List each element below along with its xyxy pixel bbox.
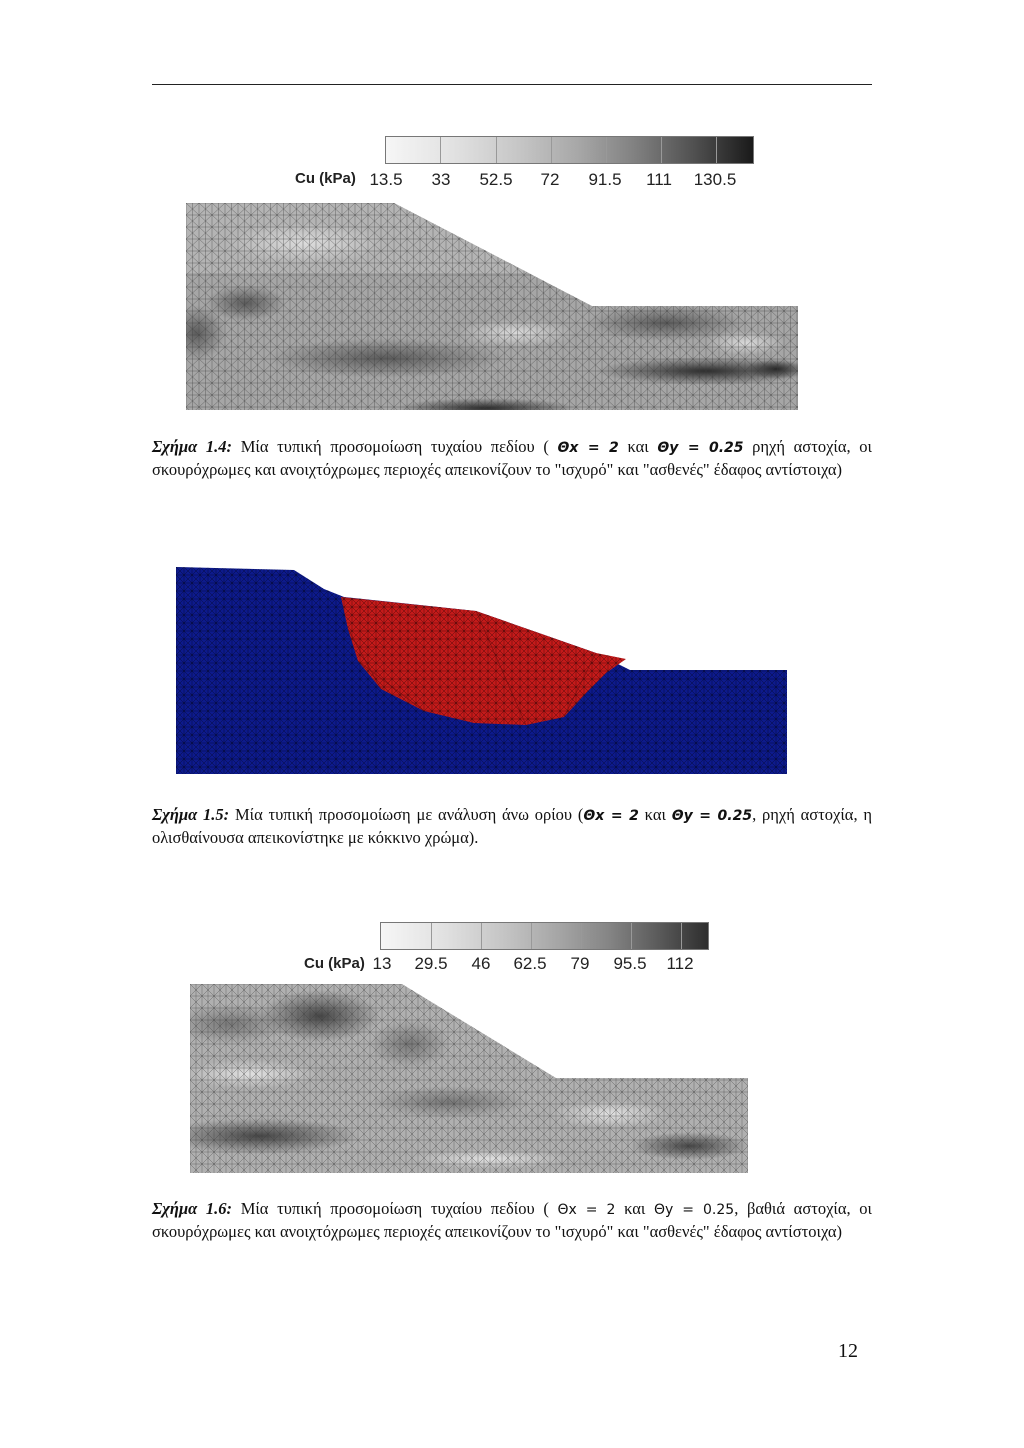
colorbar-1-tick: 130.5 xyxy=(693,170,737,189)
figure-1-caption xyxy=(152,436,872,480)
theta-x-expression: Θx = 2 xyxy=(557,1202,616,1218)
colorbar-1-tick: 72 xyxy=(540,170,560,189)
caption-text: και xyxy=(618,437,658,456)
colorbar-1-tick: 52.5 xyxy=(479,170,513,189)
colorbar-1 xyxy=(385,136,754,164)
colorbar-1-tick: 13.5 xyxy=(369,170,403,189)
colorbar-2-label: Cu (kPa) xyxy=(304,955,365,972)
colorbar-1-tick: 33 xyxy=(431,170,451,189)
colorbar-2-tick: 29.5 xyxy=(414,954,448,973)
colorbar-2-tick: 95.5 xyxy=(613,954,647,973)
caption-text: , ρηχή αστοχία, η ολισθαίνουσα απεικονίστηκε με κόκκινο χρώμα). xyxy=(152,805,872,847)
theta-x-expression: Θx = 2 xyxy=(557,440,619,456)
figure-3-caption xyxy=(152,1198,872,1242)
caption-text: Μία τυπική προσομοίωση με ανάλυση άνω ορίου ( xyxy=(229,805,584,824)
page-number: 12 xyxy=(838,1340,858,1362)
theta-y-expression: Θy = 0.25 xyxy=(657,440,744,456)
colorbar-2-tick: 13 xyxy=(372,954,392,973)
upper-bound-mesh xyxy=(176,567,787,774)
theta-x-expression: Θx = 2 xyxy=(583,808,639,824)
figure-3-caption-lead: Σχήμα 1.6: xyxy=(152,1199,233,1218)
figure-1-caption-lead: Σχήμα 1.4: xyxy=(152,437,233,456)
colorbar-2-tick: 79 xyxy=(570,954,590,973)
random-field-mesh-1 xyxy=(186,203,798,410)
caption-text: ρηχή αστοχία, οι σκουρόχρωμες και ανοιχτόχρωμες περιοχές απεικονίζουν το "ισχυρό" και "ασθενές" έδαφος αντίστοιχα) xyxy=(152,437,872,479)
theta-y-expression: Θy = 0.25 xyxy=(671,808,753,824)
colorbar-1-label: Cu (kPa) xyxy=(295,170,356,187)
colorbar-2-tick: 112 xyxy=(666,954,694,973)
figure-2-caption xyxy=(152,804,872,848)
caption-text: Μία τυπική προσομοίωση τυχαίου πεδίου ( xyxy=(232,437,558,456)
caption-text: Μία τυπική προσομοίωση τυχαίου πεδίου ( xyxy=(232,1199,558,1218)
colorbar-2-tick: 62.5 xyxy=(513,954,547,973)
colorbar-1-tick: 91.5 xyxy=(588,170,622,189)
random-field-mesh-2 xyxy=(190,984,748,1173)
theta-y-expression: Θy = 0.25 xyxy=(654,1202,735,1218)
colorbar-2-tick: 46 xyxy=(471,954,491,973)
caption-text: και xyxy=(615,1199,654,1218)
figure-2-caption-lead: Σχήμα 1.5: xyxy=(152,805,230,824)
caption-text: και xyxy=(638,805,672,824)
caption-text: , βαθιά αστοχία, οι σκουρόχρωμες και ανοιχτόχρωμες περιοχές απεικονίζουν το "ισχυρό" και "ασθενές" έδαφος αντίστοιχα) xyxy=(152,1199,872,1241)
colorbar-1-tick: 111 xyxy=(646,170,672,189)
colorbar-2 xyxy=(380,922,709,950)
header-rule xyxy=(152,84,872,85)
